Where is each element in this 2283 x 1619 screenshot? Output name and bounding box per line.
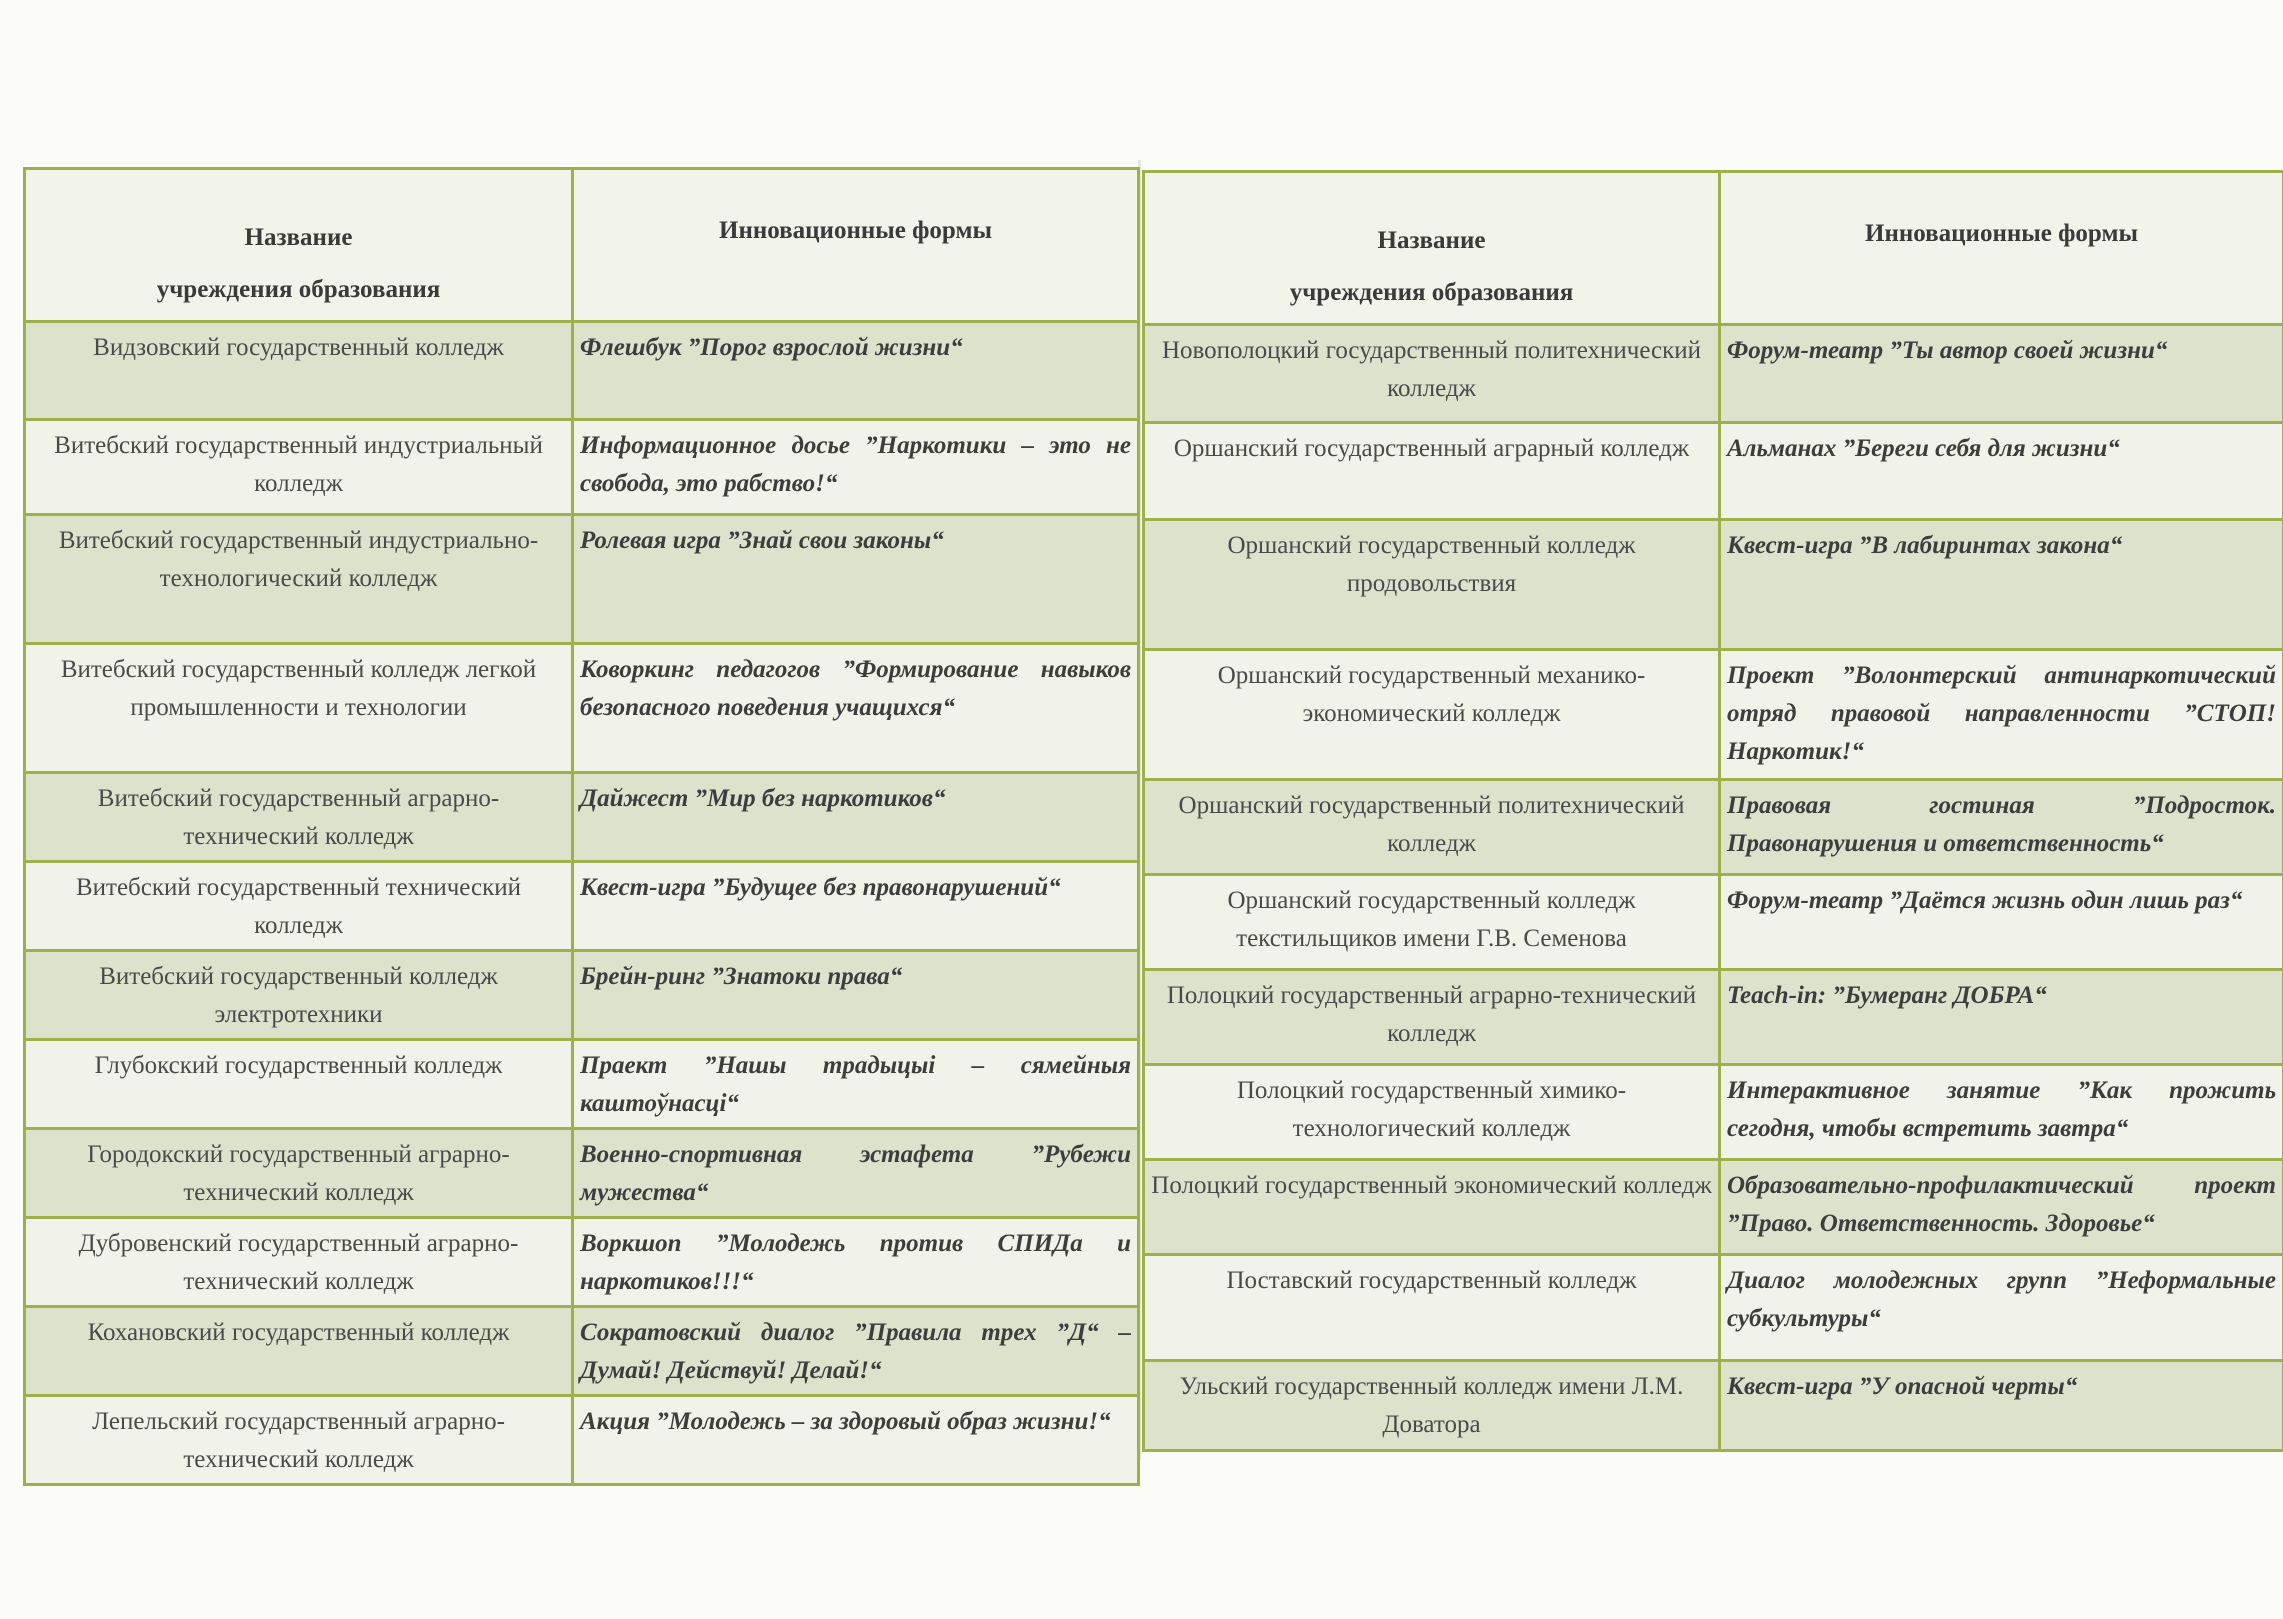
- table-row: [25, 1307, 1139, 1396]
- innovative-form-cell: Флешбук ”Порог взрослой жизни“: [573, 322, 1139, 420]
- table-row: [25, 322, 1139, 420]
- table-header-row: [25, 169, 1139, 322]
- table-row: [25, 644, 1139, 773]
- table-row: [1144, 1160, 2283, 1255]
- table-row: [1144, 423, 2283, 520]
- institution-name-cell: Витебский государственный индустриально-технологический колледж: [25, 515, 573, 644]
- innovative-form-cell: Праект ”Нашы традыцыі – сямейныя каштоўнасці“: [573, 1040, 1139, 1129]
- institution-name-cell: Полоцкий государственный экономический колледж: [1144, 1160, 1720, 1255]
- institution-name-cell: Городокский государственный аграрно-технический колледж: [25, 1129, 573, 1218]
- header-name-line1: Название: [1377, 227, 1486, 254]
- institution-name-cell: Ульский государственный колледж имени Л.М. Доватора: [1144, 1361, 1720, 1451]
- institution-name-cell: Полоцкий государственный химико-технологический колледж: [1144, 1065, 1720, 1160]
- header-name-line2: учреждения образования: [1289, 279, 1574, 306]
- header-name-line2: учреждения образования: [156, 276, 441, 303]
- header-innovative-forms: Инновационные формы: [1720, 172, 2283, 325]
- table-row: [25, 1396, 1139, 1485]
- innovative-form-cell: Teach-in: ”Бумеранг ДОБРА“: [1720, 970, 2283, 1065]
- header-innovative-forms: Инновационные формы: [573, 169, 1139, 322]
- institution-name-cell: Видзовский государственный колледж: [25, 322, 573, 420]
- table-row: [25, 1218, 1139, 1307]
- institution-name-cell: Полоцкий государственный аграрно-технический колледж: [1144, 970, 1720, 1065]
- institution-name-cell: Оршанский государственный политехнический колледж: [1144, 780, 1720, 875]
- institution-name-cell: Витебский государственный технический колледж: [25, 862, 573, 951]
- innovative-form-cell: Воркшоп ”Молодежь против СПИДа и наркотиков!!!“: [573, 1218, 1139, 1307]
- right-table: [1142, 170, 2283, 1452]
- table-row: [25, 420, 1139, 515]
- institution-name-cell: Витебский государственный индустриальный колледж: [25, 420, 573, 515]
- innovative-form-cell: Информационное досье ”Наркотики – это не свобода, это рабство!“: [573, 420, 1139, 515]
- institution-name-cell: Глубокский государственный колледж: [25, 1040, 573, 1129]
- table-row: [1144, 520, 2283, 650]
- table-row: [25, 515, 1139, 644]
- institution-name-cell: Поставский государственный колледж: [1144, 1255, 1720, 1361]
- table-row: [25, 1129, 1139, 1218]
- table-row: [1144, 780, 2283, 875]
- institution-name-cell: Оршанский государственный аграрный колледж: [1144, 423, 1720, 520]
- innovative-form-cell: Квест-игра ”Будущее без правонарушений“: [573, 862, 1139, 951]
- innovative-form-cell: Акция ”Молодежь – за здоровый образ жизни!“: [573, 1396, 1139, 1485]
- innovative-form-cell: Правовая гостиная ”Подросток. Правонарушения и ответственность“: [1720, 780, 2283, 875]
- table-row: [1144, 875, 2283, 970]
- institution-name-cell: Дубровенский государственный аграрно-технический колледж: [25, 1218, 573, 1307]
- table-header-row: [1144, 172, 2283, 325]
- header-institution-name: [25, 169, 573, 322]
- table-row: [25, 862, 1139, 951]
- innovative-form-cell: Форум-театр ”Даётся жизнь один лишь раз“: [1720, 875, 2283, 970]
- institution-name-cell: Оршанский государственный механико-экономический колледж: [1144, 650, 1720, 780]
- innovative-form-cell: Квест-игра ”У опасной черты“: [1720, 1361, 2283, 1451]
- innovative-form-cell: Альманах ”Береги себя для жизни“: [1720, 423, 2283, 520]
- innovative-form-cell: Коворкинг педагогов ”Формирование навыков безопасного поведения учащихся“: [573, 644, 1139, 773]
- header-institution-name: [1144, 172, 1720, 325]
- innovative-form-cell: Интерактивное занятие ”Как прожить сегодня, чтобы встретить завтра“: [1720, 1065, 2283, 1160]
- innovative-form-cell: Диалог молодежных групп ”Неформальные субкультуры“: [1720, 1255, 2283, 1361]
- table-row: [1144, 325, 2283, 423]
- institution-name-cell: Кохановский государственный колледж: [25, 1307, 573, 1396]
- institution-name-cell: Оршанский государственный колледж продовольствия: [1144, 520, 1720, 650]
- innovative-form-cell: Сократовский диалог ”Правила трех ”Д“ – Думай! Действуй! Делай!“: [573, 1307, 1139, 1396]
- table-row: [1144, 650, 2283, 780]
- innovative-form-cell: Форум-театр ”Ты автор своей жизни“: [1720, 325, 2283, 423]
- innovative-form-cell: Проект ”Волонтерский антинаркотический отряд правовой направленности ”СТОП! Наркотик!“: [1720, 650, 2283, 780]
- innovative-form-cell: Военно-спортивная эстафета ”Рубежи мужества“: [573, 1129, 1139, 1218]
- institution-name-cell: Лепельский государственный аграрно-технический колледж: [25, 1396, 573, 1485]
- innovative-form-cell: Образовательно-профилактический проект ”Право. Ответственность. Здоровье“: [1720, 1160, 2283, 1255]
- table-row: [1144, 1065, 2283, 1160]
- table-row: [1144, 1361, 2283, 1451]
- innovative-form-cell: Ролевая игра ”Знай свои законы“: [573, 515, 1139, 644]
- innovative-form-cell: Дайжест ”Мир без наркотиков“: [573, 773, 1139, 862]
- innovative-form-cell: Брейн-ринг ”Знатоки права“: [573, 951, 1139, 1040]
- table-row: [1144, 1255, 2283, 1361]
- table-row: [1144, 970, 2283, 1065]
- header-name-line1: Название: [244, 224, 353, 251]
- table-row: [25, 951, 1139, 1040]
- institution-name-cell: Новополоцкий государственный политехнический колледж: [1144, 325, 1720, 423]
- table-row: [25, 773, 1139, 862]
- institution-name-cell: Оршанский государственный колледж текстильщиков имени Г.В. Семенова: [1144, 875, 1720, 970]
- innovative-form-cell: Квест-игра ”В лабиринтах закона“: [1720, 520, 2283, 650]
- institution-name-cell: Витебский государственный колледж электротехники: [25, 951, 573, 1040]
- institution-name-cell: Витебский государственный аграрно-технический колледж: [25, 773, 573, 862]
- left-table: [23, 167, 1140, 1486]
- institution-name-cell: Витебский государственный колледж легкой промышленности и технологии: [25, 644, 573, 773]
- table-row: [25, 1040, 1139, 1129]
